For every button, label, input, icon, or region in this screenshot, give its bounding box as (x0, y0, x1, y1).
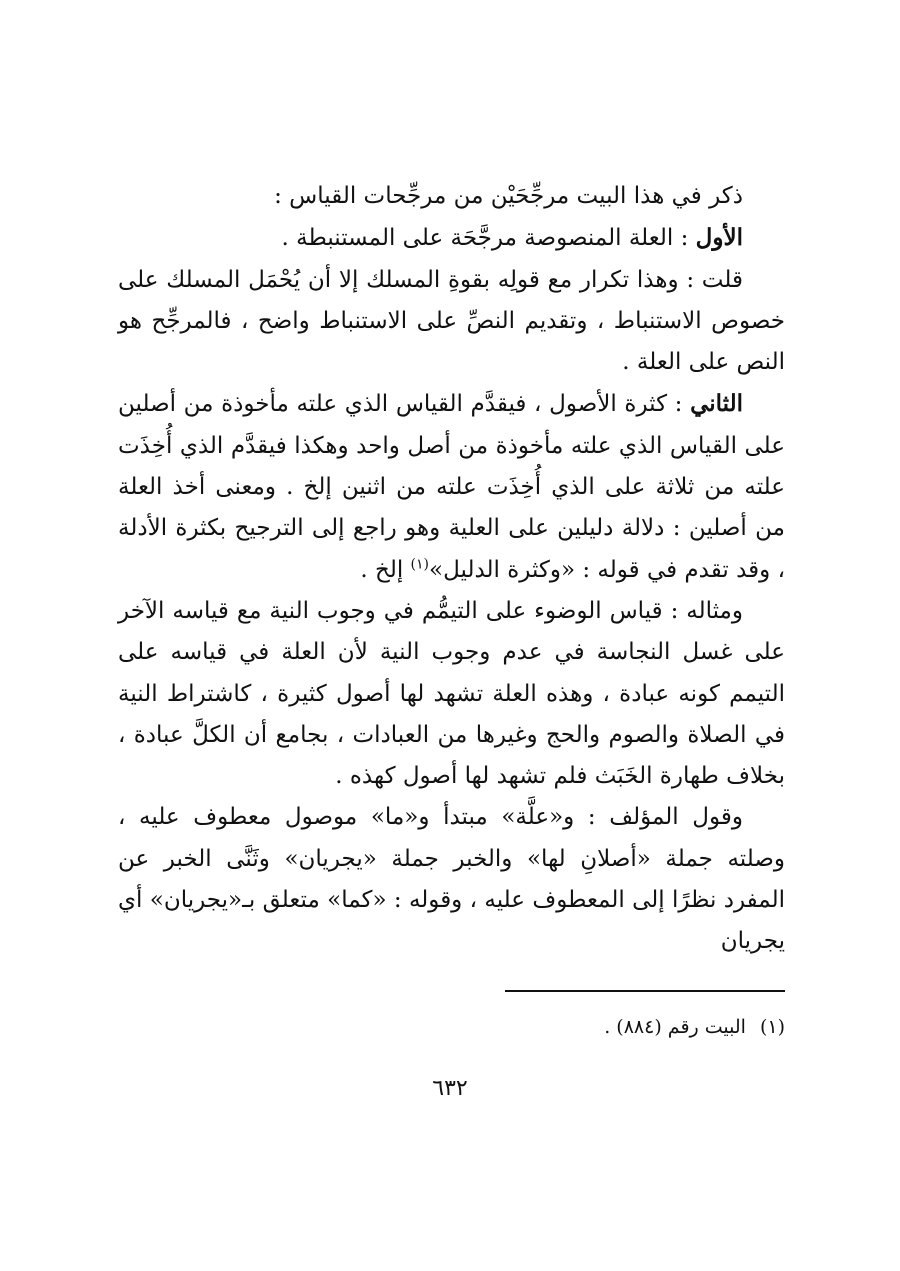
term-second: الثاني (690, 390, 743, 418)
second-point-text: : كثرة الأصول ، فيقدَّم القياس الذي علته مأخوذة من أصلين على القياس الذي علته مأخوذة من أصل واحد وهكذا فيقدَّم الذي أُخِذَت علته من ثلاثة على الذي أُخِذَت علته من اثنين إلخ . ومعنى أخذ العلة من أصلين : دلالة دليلين على العلية وهو راجع إلى الترجيح بكثرة الأدلة ، وقد تقدم في قوله : «وكثرة الدليل» (118, 391, 785, 583)
footnote-reference[interactable]: (١) (410, 556, 430, 573)
footnote (400, 1012, 785, 1042)
paragraph-first-point (118, 217, 785, 259)
second-point-tail: إلخ . (360, 556, 411, 583)
paragraph-second-point (118, 383, 785, 590)
paragraph-example: ومثاله : قياس الوضوء على التيمُّم في وجوب النية مع قياسه الآخر على غسل النجاسة في عدم وجوب النية لأن العلة في قياسه على التيمم كونه عبادة ، وهذه العلة تشهد لها أصول كثيرة ، كاشتراط النية في الصلاة والصوم والحج وغيرها من العبادات ، بجامع أن الكلَّ عبادة ، بخلاف طهارة الخَبَث فلم تشهد لها أصول كهذه . (118, 597, 785, 790)
main-text (118, 176, 785, 963)
page-number: ٦٣٢ (432, 1076, 468, 1101)
footnote-number: (١) (759, 1016, 785, 1038)
paragraph-comment: قلت : وهذا تكرار مع قولِه بقوةِ المسلك إلا أن يُحْمَل المسلك على خصوص الاستنباط ، وتقديم النصِّ على الاستنباط واضح ، فالمرجِّح هو النص على العلة . (118, 266, 785, 376)
footnote-divider (505, 990, 785, 992)
paragraph-author-parsing: وقول المؤلف : و«علَّة» مبتدأ و«ما» موصول معطوف عليه ، وصلته جملة «أصلانِ لها» والخبر جملة «يجريان» وثَنَّى الخبر عن المفرد نظرًا إلى المعطوف عليه ، وقوله : «كما» متعلق بـ«يجريان» أي يجريان (118, 804, 785, 955)
footnote-text: البيت رقم (٨٨٤) . (604, 1016, 746, 1038)
first-point-text: : العلة المنصوصة مرجَّحَة على المستنبطة . (281, 225, 689, 252)
term-first: الأول (695, 224, 743, 252)
paragraph-intro: ذكر في هذا البيت مرجِّحَيْن من مرجِّحات القياس : (274, 183, 743, 209)
